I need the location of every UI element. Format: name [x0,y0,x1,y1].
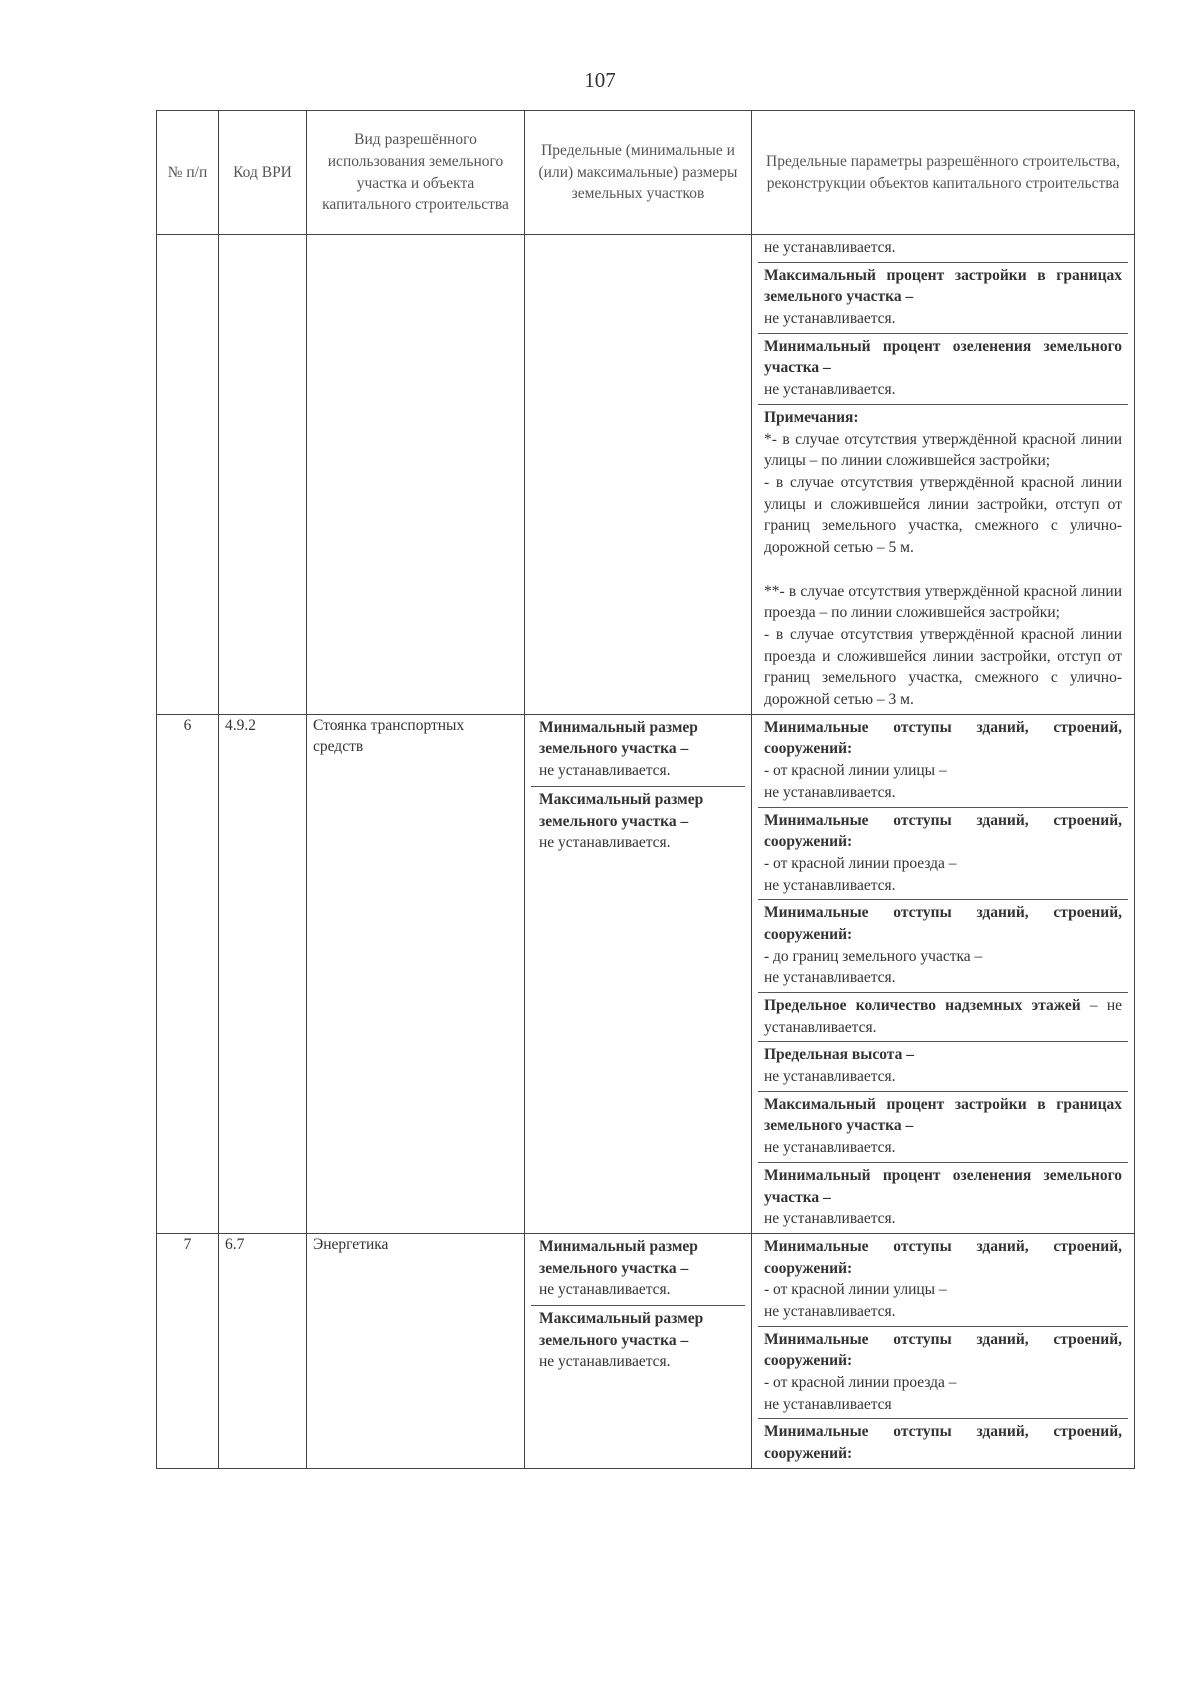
header-code: Код ВРИ [219,111,307,235]
page-number: 107 [584,68,616,92]
param-block: не устанавливается. [758,235,1128,263]
param-block: Максимальный процент застройки в границах земельного участка – не устанавливается. [758,1092,1128,1163]
row-type: Энергетика [307,1233,525,1468]
header-type: Вид разрешённого использования земельного участка и объекта капитального строительства [307,111,525,235]
notes-block [758,405,1128,714]
sizes-cell [525,714,752,1233]
params-cell [752,235,1135,715]
row-num: 7 [157,1233,219,1468]
row-code: 6.7 [219,1233,307,1468]
sizes-cell [525,1233,752,1468]
param-block: Минимальный процент озеленения земельного участка – не устанавливается. [764,1166,1122,1228]
header-sizes: Предельные (минимальные и (или) максимальные) размеры земельных участков [525,111,752,235]
param-block: Минимальные отступы зданий, строений, сооружений: - до границ земельного участка – не устанавливается. [758,900,1128,993]
param-block: Минимальные отступы зданий, строений, сооружений: - от красной линии проезда – не устанавливается. [758,808,1128,901]
size-max: Максимальный размер земельного участка – не устанавливается. [539,1309,704,1371]
param-block: Максимальный процент застройки в границах земельного участка – не устанавливается. [758,263,1128,334]
header-params: Предельные параметры разрешённого строительства, реконструкции объектов капитального строительства [752,111,1135,235]
size-min: Минимальный размер земельного участка – не устанавливается. [531,715,745,787]
param-block: Минимальный процент озеленения земельного участка – не устанавливается. [758,334,1128,405]
note-item: *- в случае отсутствия утверждённой красной линии улицы – по линии сложившейся застройки; [764,430,1122,470]
size-min: Минимальный размер земельного участка – не устанавливается. [531,1234,745,1306]
notes-title: Примечания: [764,408,859,426]
table-row-continuation [157,235,1135,715]
table-row-6 [157,714,1135,1233]
regulations-table [156,110,1135,1469]
row-type: Стоянка транспортных средств [307,714,525,1233]
table-header-row [157,111,1135,235]
table-row-7 [157,1233,1135,1468]
param-block: Минимальные отступы зданий, строений, сооружений: [764,1423,1122,1463]
row-code: 4.9.2 [219,714,307,1233]
param-block: Минимальные отступы зданий, строений, сооружений: - от красной линии улицы – не устанавливается. [758,1234,1128,1327]
params-cell [752,1233,1135,1468]
note-item: **- в случае отсутствия утверждённой красной линии проезда – по линии сложившейся застройки; [764,582,1122,622]
size-max: Максимальный размер земельного участка – не устанавливается. [539,790,704,852]
header-num: № п/п [157,111,219,235]
param-block: Предельная высота – не устанавливается. [758,1042,1128,1091]
param-block: Предельное количество надземных этажей – не устанавливается. [758,993,1128,1042]
note-item: - в случае отсутствия утверждённой красной линии проезда и сложившейся линии застройки, отступ от границ земельного участка, смежного с улично-дорожной сетью – 3 м. [764,626,1122,709]
param-block: Минимальные отступы зданий, строений, сооружений: - от красной линии улицы – не устанавливается. [758,715,1128,808]
param-block: Минимальные отступы зданий, строений, сооружений: - от красной линии проезда – не устанавливается [758,1327,1128,1420]
row-num: 6 [157,714,219,1233]
note-item: - в случае отсутствия утверждённой красной линии улицы и сложившейся линии застройки, отступ от границ земельного участка, смежного с улично-дорожной сетью – 5 м. [764,473,1122,556]
params-cell [752,714,1135,1233]
